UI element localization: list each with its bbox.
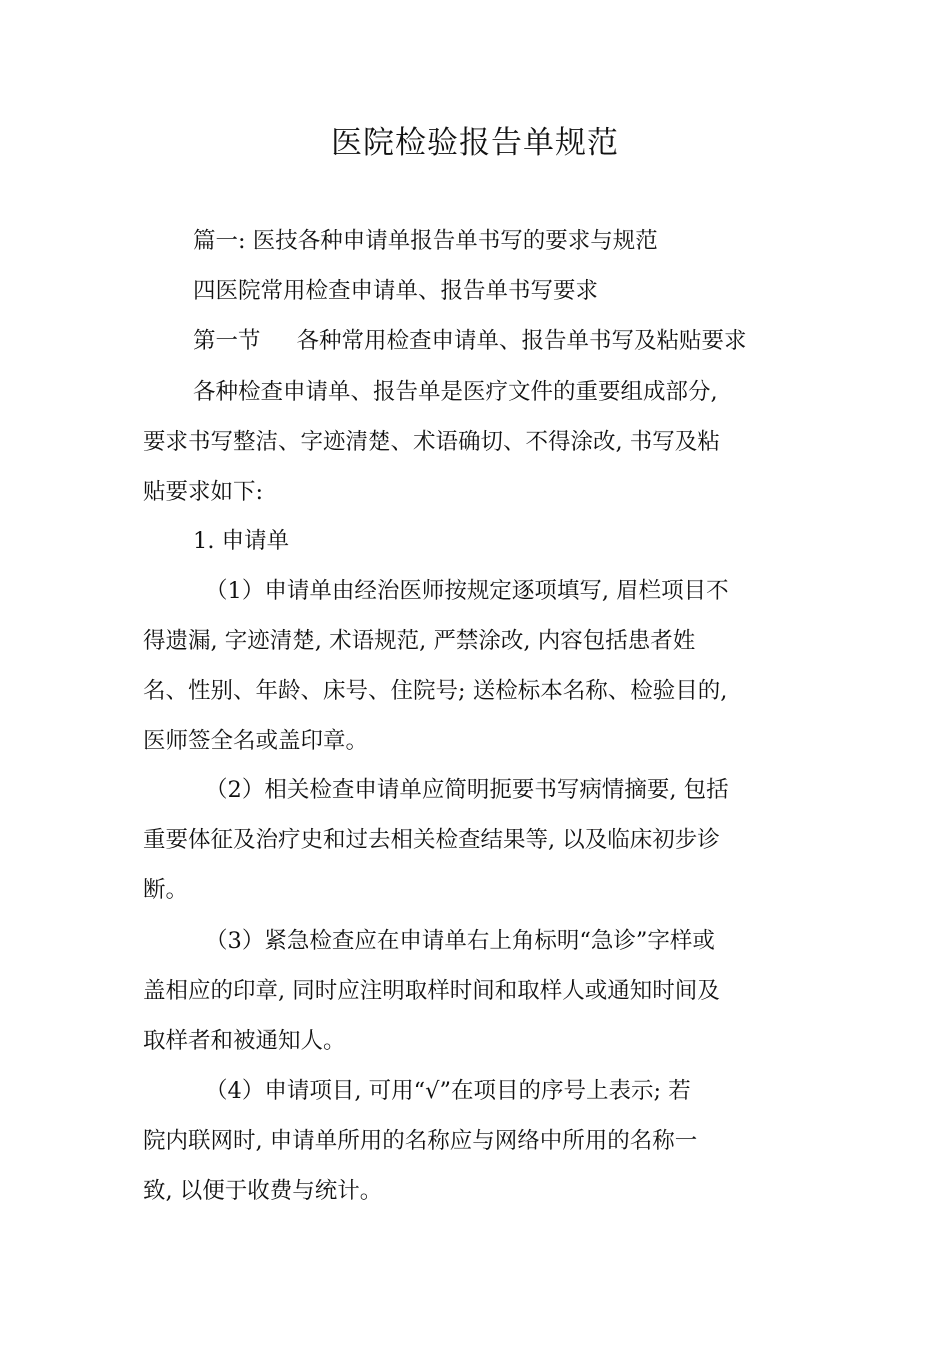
intro-line: 各种检查申请单、报告单是医疗文件的重要组成部分, bbox=[193, 379, 718, 405]
heading-requirements: 四医院常用检查申请单、报告单书写要求 bbox=[193, 278, 599, 304]
paragraph-line: 断。 bbox=[143, 877, 189, 903]
intro-line: 要求书写整洁、字迹清楚、术语确切、不得涂改, 书写及粘 bbox=[143, 429, 720, 455]
section-title: 各种常用检查申请单、报告单书写及粘贴要求 bbox=[296, 328, 747, 354]
paragraph-line: （1）申请单由经治医师按规定逐项填写, 眉栏项目不 bbox=[205, 578, 729, 604]
section-number: 第一节 bbox=[193, 328, 261, 354]
paragraph-line: 名、性别、年龄、床号、住院号; 送检标本名称、检验目的, bbox=[143, 678, 728, 704]
paragraph-line: （3）紧急检查应在申请单右上角标明“急诊”字样或 bbox=[205, 928, 715, 954]
heading-chapter-one: 篇一: 医技各种申请单报告单书写的要求与规范 bbox=[193, 228, 658, 254]
paragraph-line: 得遗漏, 字迹清楚, 术语规范, 严禁涂改, 内容包括患者姓 bbox=[143, 628, 696, 654]
intro-line: 贴要求如下: bbox=[143, 479, 264, 505]
paragraph-line: 重要体征及治疗史和过去相关检查结果等, 以及临床初步诊 bbox=[143, 827, 720, 853]
section-heading bbox=[193, 324, 747, 358]
paragraph-line: 院内联网时, 申请单所用的名称应与网络中所用的名称一 bbox=[143, 1128, 698, 1154]
item-heading: 1. 申请单 bbox=[193, 528, 290, 554]
paragraph-line: 取样者和被通知人。 bbox=[143, 1028, 346, 1054]
paragraph-line: （2）相关检查申请单应简明扼要书写病情摘要, 包括 bbox=[205, 777, 729, 803]
paragraph-line: 盖相应的印章, 同时应注明取样时间和取样人或通知时间及 bbox=[143, 978, 720, 1004]
paragraph-line: 致, 以便于收费与统计。 bbox=[143, 1178, 383, 1204]
paragraph-line: 医师签全名或盖印章。 bbox=[143, 728, 369, 754]
paragraph-line: （4）申请项目, 可用“√”在项目的序号上表示; 若 bbox=[205, 1078, 691, 1104]
document-title: 医院检验报告单规范 bbox=[331, 125, 619, 161]
